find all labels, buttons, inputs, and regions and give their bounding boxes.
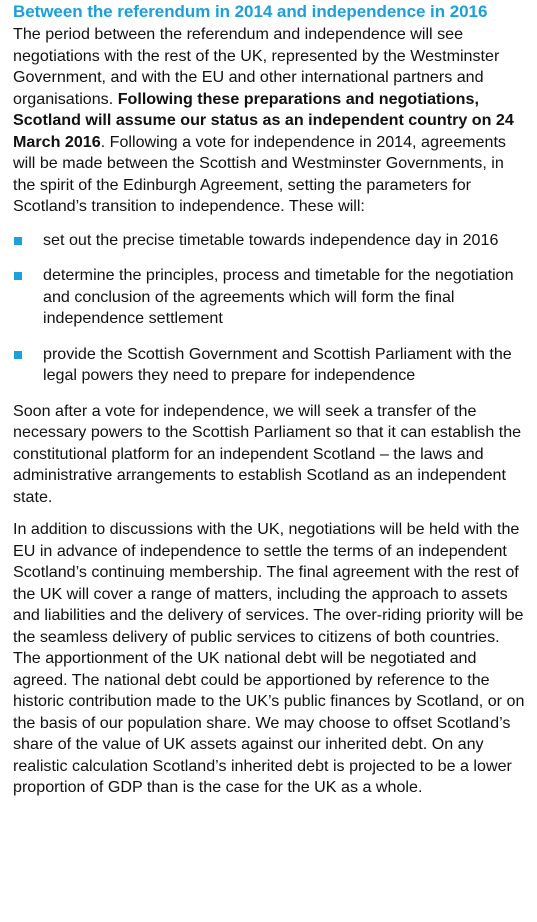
- bullet-text: determine the principles, process and timetable for the negotiation and conclusion of the agreements which will form the final independence settlement: [43, 266, 514, 327]
- square-bullet-icon: [14, 237, 22, 245]
- square-bullet-icon: [14, 272, 22, 280]
- bullet-text: provide the Scottish Government and Scottish Parliament with the legal powers they need to prepare for independence: [43, 344, 512, 384]
- intro-bold-statement: Following these preparations and negotiations, Scotland will assume our status as an independent country on 24 March 2016: [13, 89, 514, 151]
- transfer-of-powers-paragraph: Soon after a vote for independence, we will seek a transfer of the necessary powers to the Scottish Parliament so that it can establish the constitutional platform for an independent Scotland – the laws and administrative arrangements to establish Scotland as an independent state.: [13, 401, 522, 506]
- bullet-item: [13, 344, 529, 387]
- bullet-list: [13, 230, 529, 387]
- section-heading: Between the referendum in 2014 and independence in 2016: [13, 2, 488, 21]
- bullet-item: [13, 265, 529, 330]
- intro-text-end: . Following a vote for independence in 2014, agreements will be made between the Scottish and Westminster Governments, in the spirit of the Edinburgh Agreement, setting the parameters for Scotland’s transition to independence. These will:: [13, 132, 506, 215]
- bullet-text: set out the precise timetable towards independence day in 2016: [43, 230, 499, 249]
- square-bullet-icon: [14, 351, 22, 359]
- bullet-item: [13, 230, 529, 252]
- intro-text-start: The period between the referendum and independence will see negotiations with the rest of the UK, represented by the Westminster Government, and with the EU and other international partners and organisations.: [13, 25, 500, 108]
- intro-paragraph: [13, 24, 529, 218]
- negotiations-paragraph: In addition to discussions with the UK, negotiations will be held with the EU in advance of independence to settle the terms of an independent Scotland’s continuing membership. The final agreement with the rest of the UK will cover a range of matters, including the approach to assets and liabilities and the delivery of services. The over-riding priority will be the seamless delivery of public services to citizens of both countries. The apportionment of the UK national debt will be negotiated and agreed. The national debt could be apportioned by reference to the historic contribution made to the UK’s public finances by Scotland, or on the basis of our population share. We may choose to offset Scotland’s share of the value of UK assets against our inherited debt. On any realistic calculation Scotland’s inherited debt is projected to be a lower proportion of GDP than is the case for the UK as a whole.: [13, 520, 525, 796]
